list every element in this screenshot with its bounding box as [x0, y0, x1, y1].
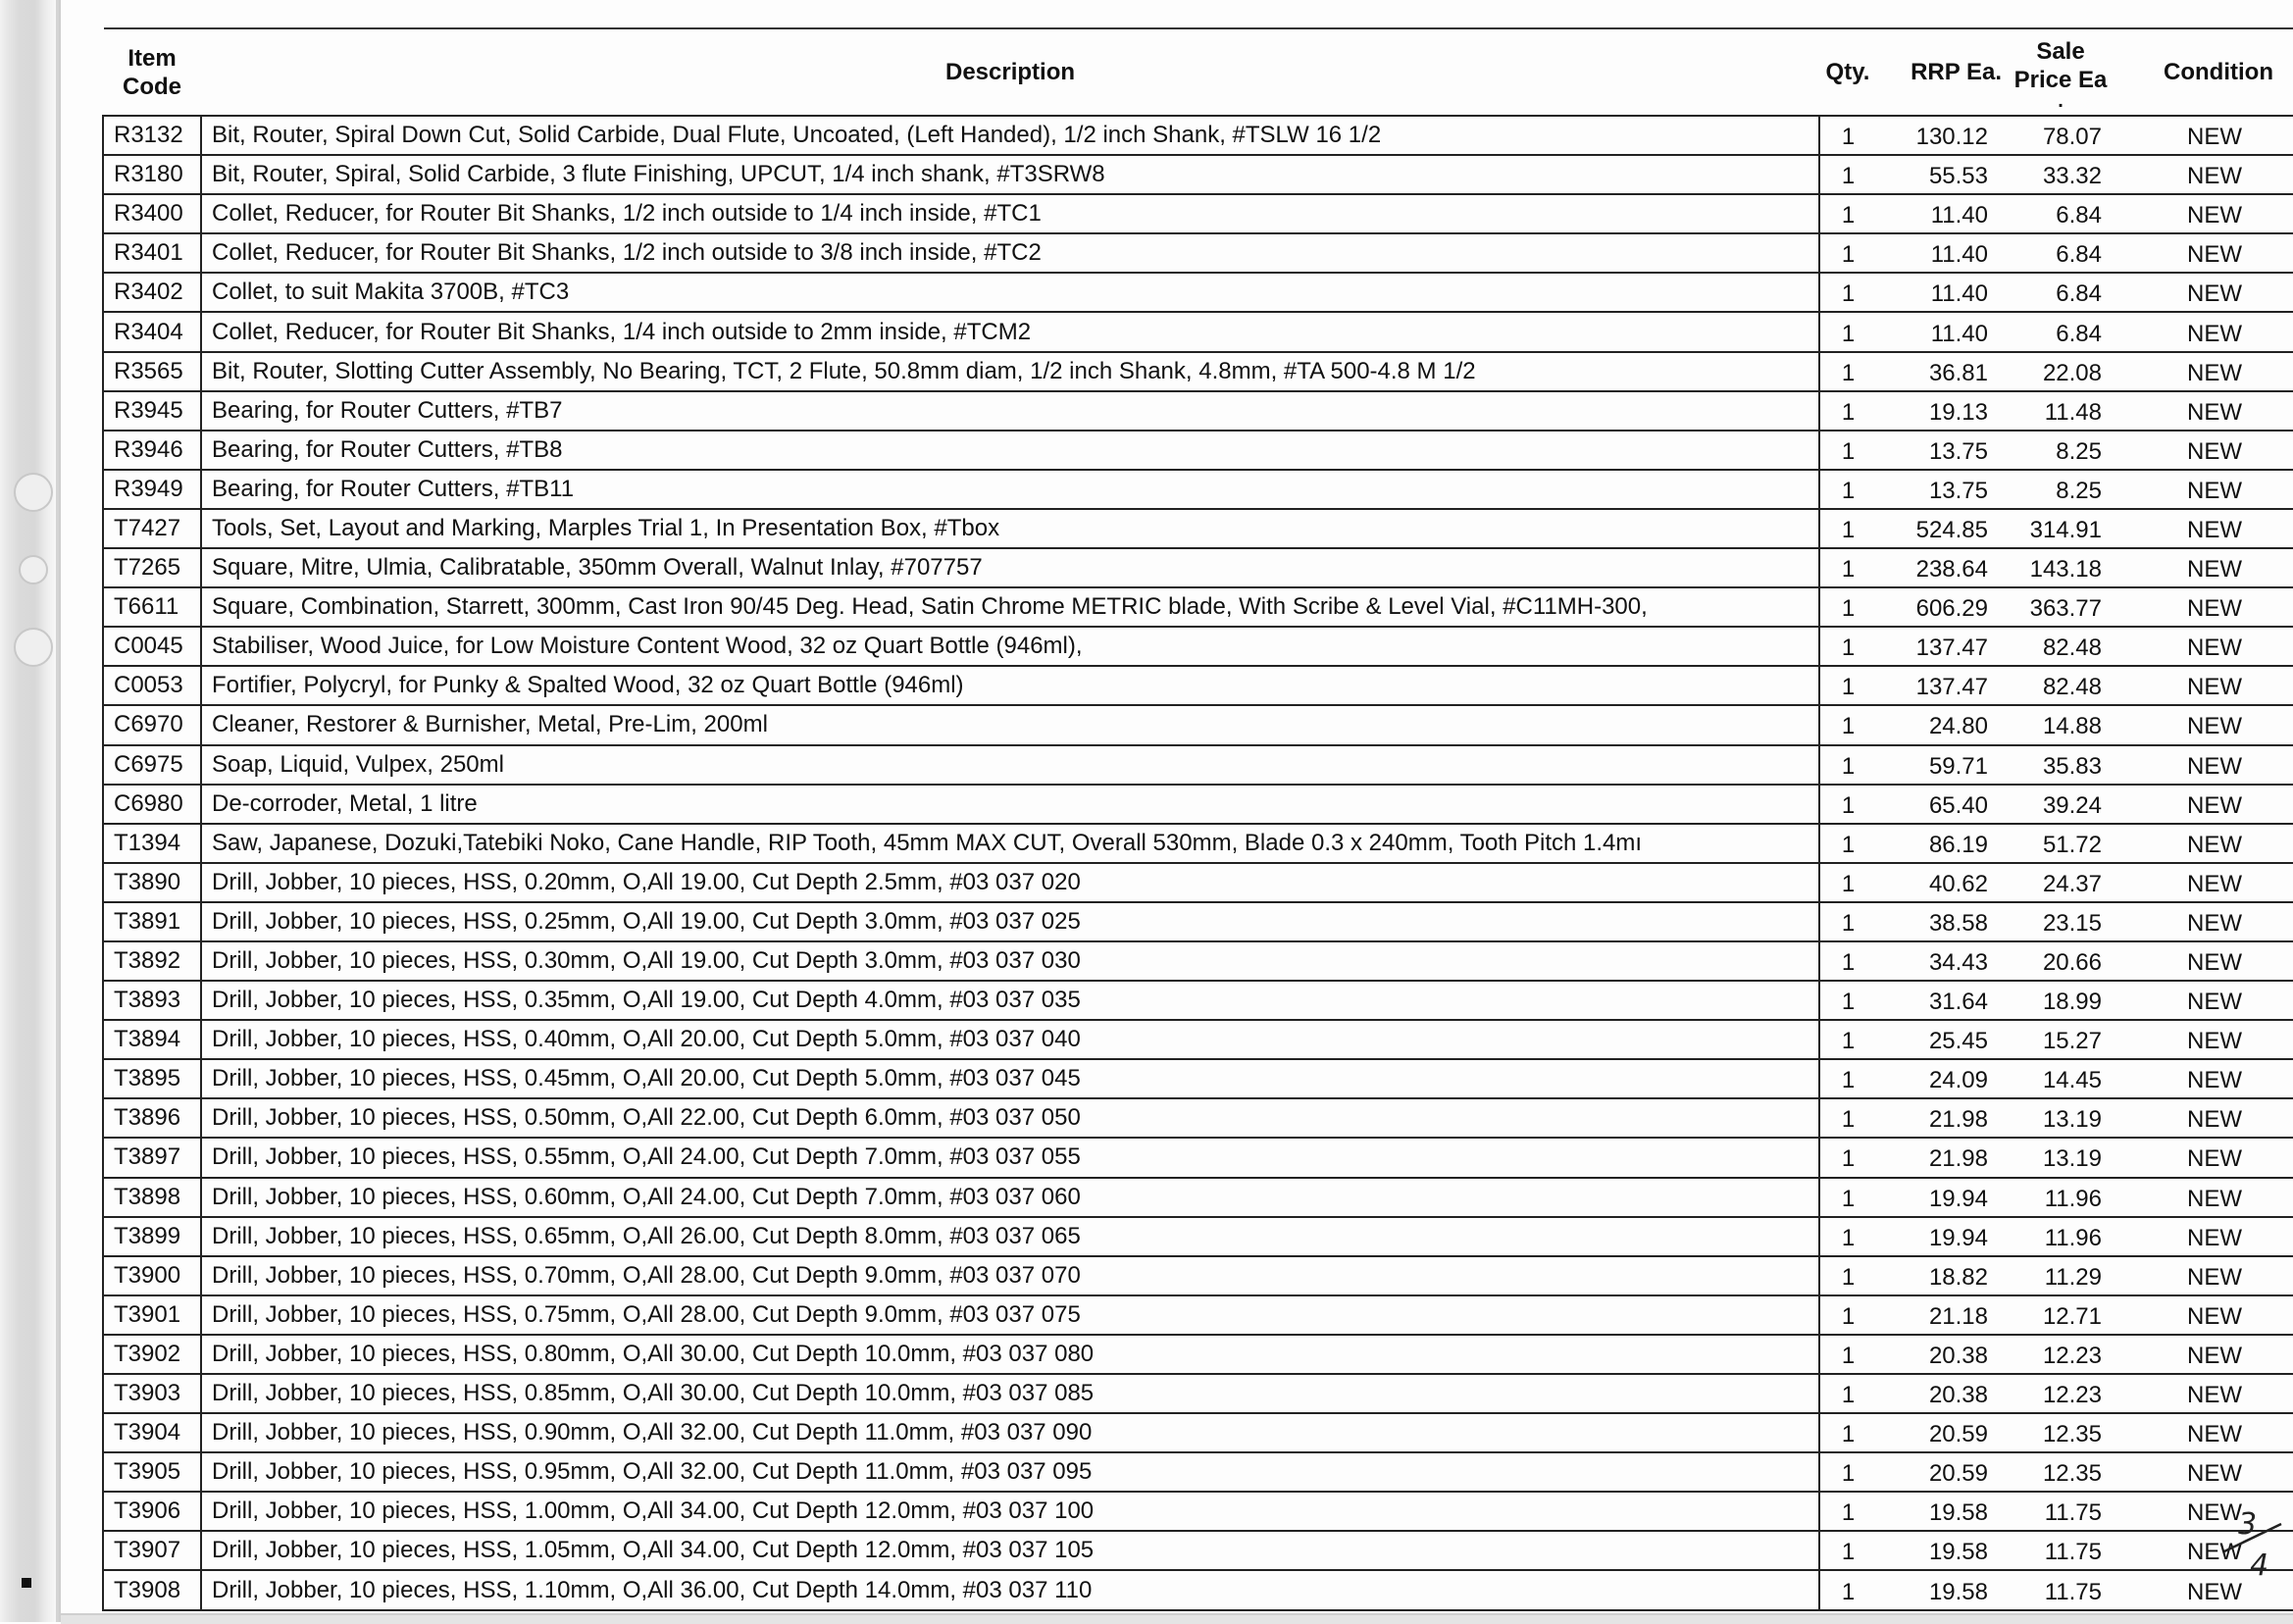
table-row — [103, 1059, 2293, 1098]
condition-cell: NEW — [2115, 1413, 2293, 1452]
condition-cell: NEW — [2115, 981, 2293, 1020]
item-code-cell: R3946 — [103, 431, 201, 470]
condition-cell: NEW — [2115, 312, 2293, 351]
table-row — [103, 1256, 2293, 1295]
sale-price-cell: 39.24 — [2006, 785, 2115, 824]
sale-price-cell: 14.45 — [2006, 1059, 2115, 1098]
item-code-cell: T3904 — [103, 1413, 201, 1452]
item-code-cell: R3400 — [103, 194, 201, 233]
qty-cell: 1 — [1819, 1178, 1876, 1217]
header-sale-price — [2006, 29, 2115, 116]
condition-cell: NEW — [2115, 1492, 2293, 1531]
sale-price-cell: 6.84 — [2006, 312, 2115, 351]
qty-cell: 1 — [1819, 705, 1876, 744]
condition-cell: NEW — [2115, 1531, 2293, 1570]
rrp-cell: 19.58 — [1876, 1570, 2006, 1609]
item-code-cell: T3899 — [103, 1217, 201, 1256]
rrp-cell: 21.98 — [1876, 1098, 2006, 1138]
table-row — [103, 1531, 2293, 1570]
condition-cell: NEW — [2115, 863, 2293, 902]
condition-cell: NEW — [2115, 627, 2293, 666]
qty-cell: 1 — [1819, 1452, 1876, 1492]
rrp-cell: 606.29 — [1876, 587, 2006, 627]
condition-cell: NEW — [2115, 705, 2293, 744]
description-cell: Soap, Liquid, Vulpex, 250ml — [201, 745, 1819, 785]
item-code-cell: R3949 — [103, 470, 201, 509]
qty-cell: 1 — [1819, 155, 1876, 194]
rrp-cell: 13.75 — [1876, 431, 2006, 470]
table-row — [103, 1374, 2293, 1413]
condition-cell: NEW — [2115, 785, 2293, 824]
rrp-cell: 55.53 — [1876, 155, 2006, 194]
sale-price-cell: 12.23 — [2006, 1374, 2115, 1413]
description-cell: Drill, Jobber, 10 pieces, HSS, 0.65mm, O,All 26.00, Cut Depth 8.0mm, #03 037 065 — [201, 1217, 1819, 1256]
table-row — [103, 1217, 2293, 1256]
item-code-cell: R3945 — [103, 391, 201, 431]
table-row — [103, 352, 2293, 391]
description-cell: Stabiliser, Wood Juice, for Low Moisture Content Wood, 32 oz Quart Bottle (946ml), — [201, 627, 1819, 666]
condition-cell: NEW — [2115, 548, 2293, 587]
punch-hole — [14, 628, 53, 667]
condition-cell: NEW — [2115, 1295, 2293, 1335]
qty-cell: 1 — [1819, 785, 1876, 824]
item-code-cell: T7265 — [103, 548, 201, 587]
description-cell: Drill, Jobber, 10 pieces, HSS, 0.25mm, O,All 19.00, Cut Depth 3.0mm, #03 037 025 — [201, 902, 1819, 941]
item-code-cell: T3901 — [103, 1295, 201, 1335]
qty-cell: 1 — [1819, 431, 1876, 470]
description-cell: Cleaner, Restorer & Burnisher, Metal, Pre-Lim, 200ml — [201, 705, 1819, 744]
page-mark-numerator: 3 — [2238, 1507, 2258, 1542]
condition-cell: NEW — [2115, 431, 2293, 470]
description-cell: Bit, Router, Slotting Cutter Assembly, No Bearing, TCT, 2 Flute, 50.8mm diam, 1/2 inch Shank, 4.8mm, #TA 500-4.8 M 1/2 — [201, 352, 1819, 391]
sale-price-cell: 33.32 — [2006, 155, 2115, 194]
table-row — [103, 902, 2293, 941]
binder-edge — [56, 0, 59, 1622]
rrp-cell: 21.98 — [1876, 1138, 2006, 1177]
sale-price-cell: 11.29 — [2006, 1256, 2115, 1295]
punch-hole — [14, 473, 53, 512]
description-cell: Drill, Jobber, 10 pieces, HSS, 0.75mm, O,All 28.00, Cut Depth 9.0mm, #03 037 075 — [201, 1295, 1819, 1335]
item-code-cell: T1394 — [103, 824, 201, 863]
table-row — [103, 1335, 2293, 1374]
item-code-cell: T3898 — [103, 1178, 201, 1217]
rrp-cell: 524.85 — [1876, 509, 2006, 548]
qty-cell: 1 — [1819, 824, 1876, 863]
condition-cell: NEW — [2115, 1020, 2293, 1059]
qty-cell: 1 — [1819, 194, 1876, 233]
condition-cell: NEW — [2115, 233, 2293, 273]
table-row — [103, 587, 2293, 627]
sale-price-cell: 13.19 — [2006, 1138, 2115, 1177]
sale-price-cell: 82.48 — [2006, 666, 2115, 705]
header-rrp: RRP Ea. — [1876, 29, 2006, 116]
punch-hole — [19, 555, 48, 584]
description-cell: Saw, Japanese, Dozuki,Tatebiki Noko, Cane Handle, RIP Tooth, 45mm MAX CUT, Overall 530mm, Blade 0.3 x 240mm, Tooth Pitch 1.4mı — [201, 824, 1819, 863]
item-code-cell: T7427 — [103, 509, 201, 548]
description-cell: Drill, Jobber, 10 pieces, HSS, 0.60mm, O,All 24.00, Cut Depth 7.0mm, #03 037 060 — [201, 1178, 1819, 1217]
header-qty: Qty. — [1819, 29, 1876, 116]
header-condition: Condition — [2115, 29, 2293, 116]
binder-strip — [0, 0, 61, 1622]
item-code-cell: T3906 — [103, 1492, 201, 1531]
description-cell: Bit, Router, Spiral Down Cut, Solid Carbide, Dual Flute, Uncoated, (Left Handed), 1/2 inch Shank, #TSLW 16 1/2 — [201, 116, 1819, 155]
condition-cell: NEW — [2115, 1098, 2293, 1138]
item-code-cell: T3893 — [103, 981, 201, 1020]
qty-cell: 1 — [1819, 233, 1876, 273]
qty-cell: 1 — [1819, 941, 1876, 981]
qty-cell: 1 — [1819, 470, 1876, 509]
item-code-cell: T3890 — [103, 863, 201, 902]
item-code-cell: C0053 — [103, 666, 201, 705]
description-cell: Drill, Jobber, 10 pieces, HSS, 0.50mm, O,All 22.00, Cut Depth 6.0mm, #03 037 050 — [201, 1098, 1819, 1138]
rrp-cell: 40.62 — [1876, 863, 2006, 902]
description-cell: Collet, Reducer, for Router Bit Shanks, 1/4 inch outside to 2mm inside, #TCM2 — [201, 312, 1819, 351]
rrp-cell: 19.58 — [1876, 1531, 2006, 1570]
rrp-cell: 86.19 — [1876, 824, 2006, 863]
item-code-cell: T3903 — [103, 1374, 201, 1413]
condition-cell: NEW — [2115, 1452, 2293, 1492]
table-row — [103, 233, 2293, 273]
description-cell: Drill, Jobber, 10 pieces, HSS, 1.05mm, O,All 34.00, Cut Depth 12.0mm, #03 037 105 — [201, 1531, 1819, 1570]
table-row — [103, 1452, 2293, 1492]
binder-mark — [22, 1578, 31, 1588]
rrp-cell: 34.43 — [1876, 941, 2006, 981]
table-row — [103, 509, 2293, 548]
condition-cell: NEW — [2115, 824, 2293, 863]
description-cell: Drill, Jobber, 10 pieces, HSS, 0.35mm, O,All 19.00, Cut Depth 4.0mm, #03 037 035 — [201, 981, 1819, 1020]
item-code-cell: R3565 — [103, 352, 201, 391]
description-cell: Drill, Jobber, 10 pieces, HSS, 0.45mm, O,All 20.00, Cut Depth 5.0mm, #03 037 045 — [201, 1059, 1819, 1098]
rrp-cell: 20.59 — [1876, 1413, 2006, 1452]
item-code-cell: R3404 — [103, 312, 201, 351]
description-cell: Fortifier, Polycryl, for Punky & Spalted Wood, 32 oz Quart Bottle (946ml) — [201, 666, 1819, 705]
condition-cell: NEW — [2115, 391, 2293, 431]
item-code-cell: T3907 — [103, 1531, 201, 1570]
description-cell: Tools, Set, Layout and Marking, Marples Trial 1, In Presentation Box, #Tbox — [201, 509, 1819, 548]
qty-cell: 1 — [1819, 116, 1876, 155]
description-cell: Drill, Jobber, 10 pieces, HSS, 0.70mm, O,All 28.00, Cut Depth 9.0mm, #03 037 070 — [201, 1256, 1819, 1295]
table-row — [103, 1413, 2293, 1452]
qty-cell: 1 — [1819, 548, 1876, 587]
description-cell: Bit, Router, Spiral, Solid Carbide, 3 flute Finishing, UPCUT, 1/4 inch shank, #T3SRW8 — [201, 155, 1819, 194]
description-cell: Drill, Jobber, 10 pieces, HSS, 0.80mm, O,All 30.00, Cut Depth 10.0mm, #03 037 080 — [201, 1335, 1819, 1374]
table-row — [103, 785, 2293, 824]
condition-cell: NEW — [2115, 1217, 2293, 1256]
sale-price-cell: 22.08 — [2006, 352, 2115, 391]
rrp-cell: 18.82 — [1876, 1256, 2006, 1295]
header-sale-line1: Sale — [2036, 37, 2085, 65]
description-cell: De-corroder, Metal, 1 litre — [201, 785, 1819, 824]
item-code-cell: R3401 — [103, 233, 201, 273]
sale-price-cell: 12.71 — [2006, 1295, 2115, 1335]
rrp-cell: 137.47 — [1876, 627, 2006, 666]
sale-price-cell: 11.48 — [2006, 391, 2115, 431]
item-code-cell: T3896 — [103, 1098, 201, 1138]
qty-cell: 1 — [1819, 391, 1876, 431]
condition-cell: NEW — [2115, 745, 2293, 785]
condition-cell: NEW — [2115, 1335, 2293, 1374]
handwritten-page-mark — [2211, 1500, 2293, 1579]
rrp-cell: 20.38 — [1876, 1335, 2006, 1374]
item-code-cell: R3180 — [103, 155, 201, 194]
description-cell: Drill, Jobber, 10 pieces, HSS, 0.55mm, O,All 24.00, Cut Depth 7.0mm, #03 037 055 — [201, 1138, 1819, 1177]
rrp-cell: 59.71 — [1876, 745, 2006, 785]
table-row — [103, 627, 2293, 666]
table-row — [103, 1138, 2293, 1177]
qty-cell: 1 — [1819, 981, 1876, 1020]
rrp-cell: 19.94 — [1876, 1178, 2006, 1217]
rrp-cell: 31.64 — [1876, 981, 2006, 1020]
sale-price-cell: 6.84 — [2006, 273, 2115, 312]
sale-price-cell: 18.99 — [2006, 981, 2115, 1020]
sale-price-cell: 12.35 — [2006, 1452, 2115, 1492]
table-row — [103, 312, 2293, 351]
description-cell: Drill, Jobber, 10 pieces, HSS, 1.10mm, O,All 36.00, Cut Depth 14.0mm, #03 037 110 — [201, 1570, 1819, 1609]
condition-cell: NEW — [2115, 902, 2293, 941]
table-row — [103, 391, 2293, 431]
item-code-cell: T3900 — [103, 1256, 201, 1295]
table-row — [103, 116, 2293, 155]
condition-cell: NEW — [2115, 194, 2293, 233]
condition-cell: NEW — [2115, 666, 2293, 705]
description-cell: Drill, Jobber, 10 pieces, HSS, 0.30mm, O,All 19.00, Cut Depth 3.0mm, #03 037 030 — [201, 941, 1819, 981]
item-code-cell: T3892 — [103, 941, 201, 981]
table-row — [103, 824, 2293, 863]
item-code-cell: R3132 — [103, 116, 201, 155]
sale-price-cell: 78.07 — [2006, 116, 2115, 155]
rrp-cell: 238.64 — [1876, 548, 2006, 587]
description-cell: Drill, Jobber, 10 pieces, HSS, 1.00mm, O,All 34.00, Cut Depth 12.0mm, #03 037 100 — [201, 1492, 1819, 1531]
qty-cell: 1 — [1819, 666, 1876, 705]
rrp-cell: 11.40 — [1876, 233, 2006, 273]
description-cell: Drill, Jobber, 10 pieces, HSS, 0.20mm, O,All 19.00, Cut Depth 2.5mm, #03 037 020 — [201, 863, 1819, 902]
table-row — [103, 155, 2293, 194]
item-code-cell: T3905 — [103, 1452, 201, 1492]
rrp-cell: 38.58 — [1876, 902, 2006, 941]
sale-price-cell: 51.72 — [2006, 824, 2115, 863]
item-code-cell: C6980 — [103, 785, 201, 824]
table-row — [103, 1295, 2293, 1335]
qty-cell: 1 — [1819, 745, 1876, 785]
condition-cell: NEW — [2115, 1138, 2293, 1177]
condition-cell: NEW — [2115, 1256, 2293, 1295]
table-row — [103, 1570, 2293, 1609]
condition-cell: NEW — [2115, 155, 2293, 194]
sale-price-cell: 14.88 — [2006, 705, 2115, 744]
rrp-cell: 130.12 — [1876, 116, 2006, 155]
table-header-row — [103, 29, 2293, 116]
table-row — [103, 981, 2293, 1020]
rrp-cell: 20.59 — [1876, 1452, 2006, 1492]
item-code-cell: T3891 — [103, 902, 201, 941]
sale-price-cell: 6.84 — [2006, 194, 2115, 233]
table-row — [103, 1098, 2293, 1138]
qty-cell: 1 — [1819, 273, 1876, 312]
table-row — [103, 1020, 2293, 1059]
page-mark-denominator: 4 — [2250, 1548, 2269, 1579]
condition-cell: NEW — [2115, 1570, 2293, 1609]
qty-cell: 1 — [1819, 1335, 1876, 1374]
table-row — [103, 666, 2293, 705]
sale-price-cell: 12.35 — [2006, 1413, 2115, 1452]
description-cell: Drill, Jobber, 10 pieces, HSS, 0.40mm, O,All 20.00, Cut Depth 5.0mm, #03 037 040 — [201, 1020, 1819, 1059]
item-code-cell: T3908 — [103, 1570, 201, 1609]
rrp-cell: 24.09 — [1876, 1059, 2006, 1098]
condition-cell: NEW — [2115, 1178, 2293, 1217]
sale-price-cell: 11.96 — [2006, 1178, 2115, 1217]
qty-cell: 1 — [1819, 1295, 1876, 1335]
item-code-cell: C6970 — [103, 705, 201, 744]
description-cell: Collet, Reducer, for Router Bit Shanks, 1/2 inch outside to 3/8 inch inside, #TC2 — [201, 233, 1819, 273]
sale-price-cell: 24.37 — [2006, 863, 2115, 902]
rrp-cell: 13.75 — [1876, 470, 2006, 509]
condition-cell: NEW — [2115, 352, 2293, 391]
table-row — [103, 941, 2293, 981]
item-code-cell: T3897 — [103, 1138, 201, 1177]
condition-cell: NEW — [2115, 1059, 2293, 1098]
rrp-cell: 19.94 — [1876, 1217, 2006, 1256]
description-cell: Drill, Jobber, 10 pieces, HSS, 0.90mm, O,All 32.00, Cut Depth 11.0mm, #03 037 090 — [201, 1413, 1819, 1452]
header-item-code: Item Code — [103, 29, 201, 116]
table-row — [103, 194, 2293, 233]
rrp-cell: 11.40 — [1876, 273, 2006, 312]
item-code-cell: T3894 — [103, 1020, 201, 1059]
condition-cell: NEW — [2115, 1374, 2293, 1413]
qty-cell: 1 — [1819, 509, 1876, 548]
item-code-cell: C0045 — [103, 627, 201, 666]
table-row — [103, 1492, 2293, 1531]
description-cell: Bearing, for Router Cutters, #TB7 — [201, 391, 1819, 431]
sale-price-cell: 13.19 — [2006, 1098, 2115, 1138]
description-cell: Drill, Jobber, 10 pieces, HSS, 0.85mm, O,All 30.00, Cut Depth 10.0mm, #03 037 085 — [201, 1374, 1819, 1413]
qty-cell: 1 — [1819, 1138, 1876, 1177]
qty-cell: 1 — [1819, 1374, 1876, 1413]
qty-cell: 1 — [1819, 312, 1876, 351]
table-row — [103, 705, 2293, 744]
sale-price-cell: 11.75 — [2006, 1531, 2115, 1570]
qty-cell: 1 — [1819, 902, 1876, 941]
sale-price-cell: 143.18 — [2006, 548, 2115, 587]
sale-price-cell: 35.83 — [2006, 745, 2115, 785]
qty-cell: 1 — [1819, 1098, 1876, 1138]
sale-price-cell: 15.27 — [2006, 1020, 2115, 1059]
item-code-cell: C6975 — [103, 745, 201, 785]
rrp-cell: 137.47 — [1876, 666, 2006, 705]
item-code-cell: T6611 — [103, 587, 201, 627]
sale-price-cell: 363.77 — [2006, 587, 2115, 627]
table-row — [103, 431, 2293, 470]
sale-price-cell: 82.48 — [2006, 627, 2115, 666]
rrp-cell: 20.38 — [1876, 1374, 2006, 1413]
condition-cell: NEW — [2115, 273, 2293, 312]
description-cell: Collet, to suit Makita 3700B, #TC3 — [201, 273, 1819, 312]
qty-cell: 1 — [1819, 1217, 1876, 1256]
rrp-cell: 21.18 — [1876, 1295, 2006, 1335]
description-cell: Drill, Jobber, 10 pieces, HSS, 0.95mm, O,All 32.00, Cut Depth 11.0mm, #03 037 095 — [201, 1452, 1819, 1492]
sale-price-cell: 12.23 — [2006, 1335, 2115, 1374]
condition-cell: NEW — [2115, 470, 2293, 509]
item-code-cell: T3902 — [103, 1335, 201, 1374]
rrp-cell: 19.13 — [1876, 391, 2006, 431]
description-cell: Collet, Reducer, for Router Bit Shanks, 1/2 inch outside to 1/4 inch inside, #TC1 — [201, 194, 1819, 233]
sale-price-cell: 23.15 — [2006, 902, 2115, 941]
description-cell: Square, Combination, Starrett, 300mm, Cast Iron 90/45 Deg. Head, Satin Chrome METRIC blade, With Scribe & Level Vial, #C11MH-300, — [201, 587, 1819, 627]
qty-cell: 1 — [1819, 1570, 1876, 1609]
table-row — [103, 1178, 2293, 1217]
description-cell: Bearing, for Router Cutters, #TB8 — [201, 431, 1819, 470]
rrp-cell: 25.45 — [1876, 1020, 2006, 1059]
qty-cell: 1 — [1819, 1531, 1876, 1570]
table-row — [103, 863, 2293, 902]
rrp-cell: 65.40 — [1876, 785, 2006, 824]
page-bottom-edge — [61, 1613, 2293, 1624]
table-row — [103, 273, 2293, 312]
qty-cell: 1 — [1819, 1020, 1876, 1059]
header-sale-line2: Price Ea — [2013, 66, 2108, 93]
condition-cell: NEW — [2115, 941, 2293, 981]
qty-cell: 1 — [1819, 1413, 1876, 1452]
qty-cell: 1 — [1819, 627, 1876, 666]
table-row — [103, 470, 2293, 509]
item-code-cell: T3895 — [103, 1059, 201, 1098]
sale-price-cell: 6.84 — [2006, 233, 2115, 273]
rrp-cell: 19.58 — [1876, 1492, 2006, 1531]
rrp-cell: 24.80 — [1876, 705, 2006, 744]
qty-cell: 1 — [1819, 863, 1876, 902]
qty-cell: 1 — [1819, 1492, 1876, 1531]
rrp-cell: 11.40 — [1876, 194, 2006, 233]
table-row — [103, 548, 2293, 587]
sale-price-cell: 8.25 — [2006, 470, 2115, 509]
sale-price-cell: 8.25 — [2006, 431, 2115, 470]
description-cell: Bearing, for Router Cutters, #TB11 — [201, 470, 1819, 509]
header-description: Description — [201, 29, 1819, 116]
table-row — [103, 745, 2293, 785]
description-cell: Square, Mitre, Ulmia, Calibratable, 350mm Overall, Walnut Inlay, #707757 — [201, 548, 1819, 587]
sale-price-cell: 20.66 — [2006, 941, 2115, 981]
condition-cell: NEW — [2115, 587, 2293, 627]
sale-price-cell: 314.91 — [2006, 509, 2115, 548]
qty-cell: 1 — [1819, 1256, 1876, 1295]
qty-cell: 1 — [1819, 1059, 1876, 1098]
sale-price-cell: 11.75 — [2006, 1570, 2115, 1609]
inventory-table — [102, 29, 2293, 1611]
sale-price-cell: 11.75 — [2006, 1492, 2115, 1531]
rrp-cell: 36.81 — [1876, 352, 2006, 391]
header-sale-line3: . — [2058, 89, 2064, 112]
qty-cell: 1 — [1819, 587, 1876, 627]
rrp-cell: 11.40 — [1876, 312, 2006, 351]
condition-cell: NEW — [2115, 509, 2293, 548]
condition-cell: NEW — [2115, 116, 2293, 155]
qty-cell: 1 — [1819, 352, 1876, 391]
sale-price-cell: 11.96 — [2006, 1217, 2115, 1256]
item-code-cell: R3402 — [103, 273, 201, 312]
